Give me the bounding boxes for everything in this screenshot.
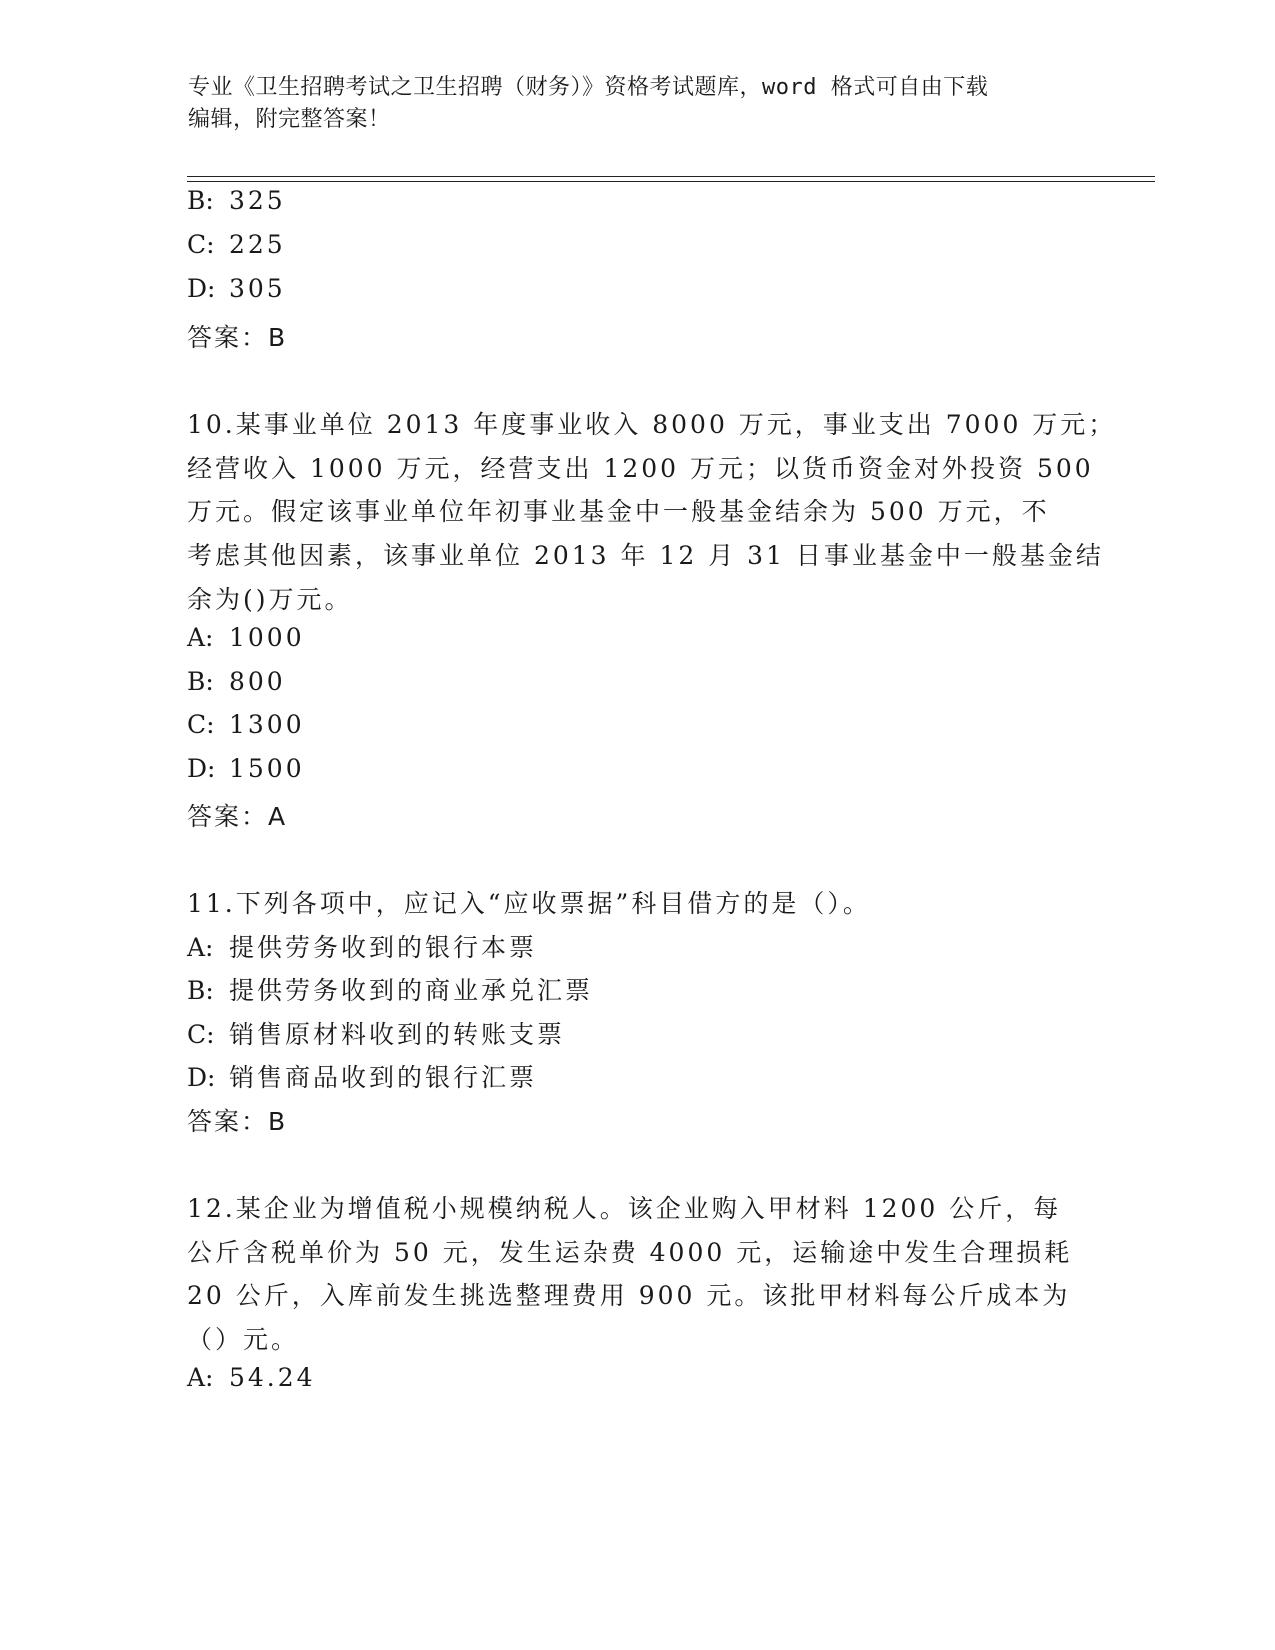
option-d (187, 1058, 537, 1094)
option-a (187, 623, 305, 652)
option-letter: D: (187, 1063, 216, 1092)
option-letter: A: (187, 933, 214, 962)
header-divider-bottom (187, 181, 1155, 182)
question-10-line-1: 10.某事业单位 2013 年度事业收入 8000 万元，事业支出 7000 万元； (187, 410, 1117, 439)
option-b (187, 186, 286, 215)
option-letter: C: (187, 230, 215, 259)
document-header (188, 72, 1068, 136)
question-12-line-3: 20 公斤，入库前发生挑选整理费用 900 元。该批甲材料每公斤成本为 (187, 1281, 1071, 1310)
option-c (187, 710, 305, 739)
option-d (187, 274, 286, 303)
question-12-line-2: 公斤含税单价为 50 元，发生运杂费 4000 元，运输途中发生合理损耗 (187, 1238, 1073, 1267)
option-text: 销售商品收到的银行汇票 (229, 1063, 538, 1092)
option-text: 800 (229, 667, 286, 696)
question-12-line-4: （）元。 (187, 1325, 300, 1354)
option-text: 225 (229, 230, 286, 259)
option-b (187, 667, 286, 696)
option-letter: C: (187, 1020, 215, 1049)
option-letter: B: (187, 976, 214, 1005)
option-text: 1500 (229, 754, 305, 783)
question-11-line-1: 11.下列各项中，应记入“应收票据”科目借方的是（）。 (187, 889, 871, 918)
option-text: 销售原材料收到的转账支票 (229, 1020, 566, 1049)
header-line-2: 编辑，附完整答案！ (188, 107, 391, 132)
option-letter: D: (187, 754, 216, 783)
option-text: 325 (229, 186, 286, 215)
question-10-line-2: 经营收入 1000 万元，经营支出 1200 万元；以货币资金对外投资 500 (187, 454, 1094, 483)
option-letter: A: (187, 1363, 214, 1392)
option-b (187, 971, 593, 1007)
question-10-line-5: 余为()万元。 (187, 585, 353, 614)
option-text: 提供劳务收到的商业承兑汇票 (229, 976, 594, 1005)
option-a (187, 1363, 316, 1392)
option-c (187, 230, 286, 259)
option-c (187, 1015, 565, 1051)
question-12-line-1: 12.某企业为增值税小规模纳税人。该企业购入甲材料 1200 公斤，每 (187, 1194, 1062, 1223)
question-10-line-4: 考虑其他因素，该事业单位 2013 年 12 月 31 日事业基金中一般基金结 (187, 541, 1104, 570)
option-letter: B: (187, 186, 214, 215)
option-text: 1000 (229, 623, 305, 652)
option-a (187, 928, 537, 964)
option-letter: D: (187, 274, 216, 303)
option-text: 1300 (229, 710, 305, 739)
option-text: 54.24 (229, 1363, 316, 1392)
answer-line: 答案：B (187, 1107, 288, 1136)
question-10-line-3: 万元。假定该事业单位年初事业基金中一般基金结余为 500 万元，不 (187, 497, 1050, 526)
option-d (187, 754, 305, 783)
header-divider-top (187, 176, 1155, 177)
answer-line: 答案：B (187, 323, 288, 352)
option-letter: A: (187, 623, 214, 652)
option-letter: C: (187, 710, 215, 739)
option-text: 305 (229, 274, 286, 303)
header-line-1: 专业《卫生招聘考试之卫生招聘（财务）》资格考试题库，word 格式可自由下载 (188, 75, 989, 100)
option-text: 提供劳务收到的银行本票 (229, 933, 538, 962)
option-letter: B: (187, 667, 214, 696)
answer-line: 答案：A (187, 802, 288, 831)
